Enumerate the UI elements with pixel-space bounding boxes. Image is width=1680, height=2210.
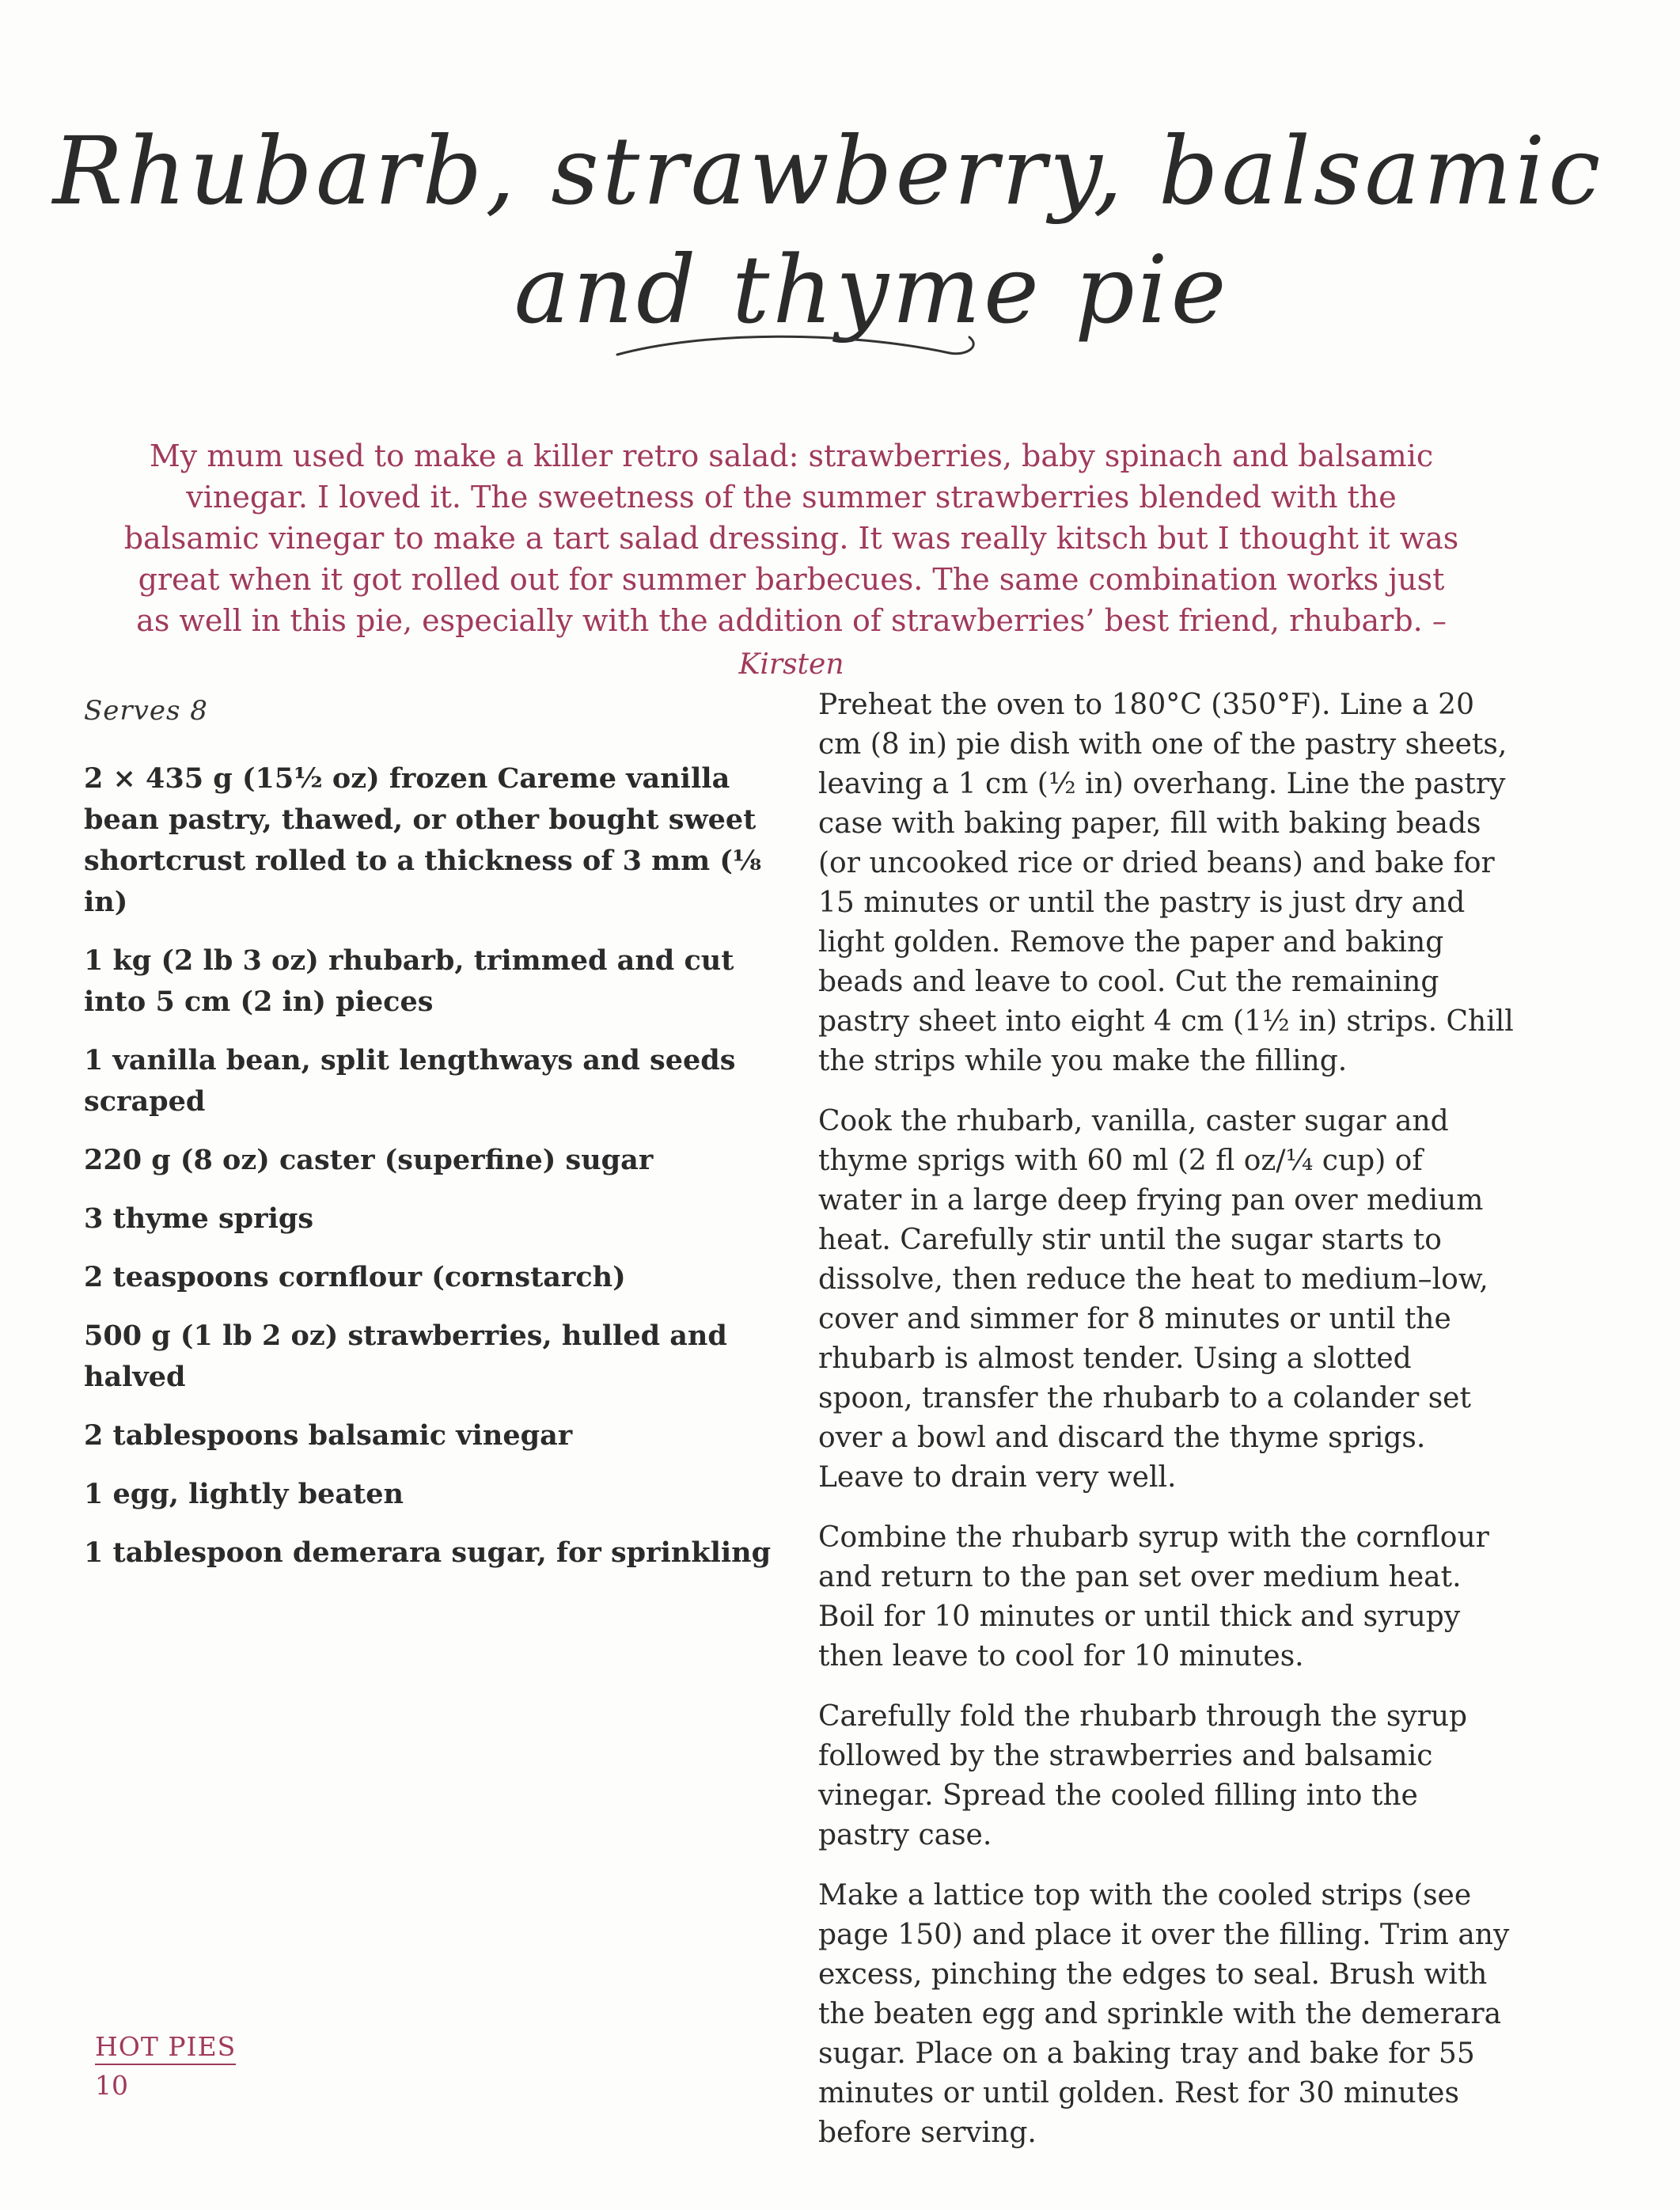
ingredients-column [84, 695, 796, 1591]
ingredient-item: 1 egg, lightly beaten [84, 1478, 404, 1510]
ingredient-item: 1 kg (2 lb 3 oz) rhubarb, trimmed and cut into 5 cm (2 in) pieces [84, 944, 734, 1018]
section-name: HOT PIES [95, 2031, 236, 2065]
page-footer [95, 2031, 236, 2101]
method-step: Cook the rhubarb, vanilla, caster sugar and thyme sprigs with 60 ml (2 fl oz/¼ cup) of water in a large deep frying pan over medium heat. Carefully stir until the sugar starts to dissolve, then reduce the heat to medium–low, cover and simmer for 8 minutes or until the rhubarb is almost tender. Using a slotted spoon, transfer the rhubarb to a colander set over a bowl and discard the thyme sprigs. Leave to drain very well. [818, 1105, 1488, 1494]
title-swash-decoration [609, 323, 989, 370]
method-step: Carefully fold the rhubarb through the syrup followed by the strawberries and balsamic vinegar. Spread the cooled filling into the pastry case. [818, 1700, 1468, 1851]
recipe-title-line1: Rhubarb, strawberry, balsamic [52, 116, 1604, 226]
recipe-title [0, 112, 1680, 349]
ingredient-item: 2 × 435 g (15½ oz) frozen Careme vanilla bean pastry, thawed, or other bought sweet shortcrust rolled to a thickness of 3 mm (⅛ in) [84, 762, 762, 918]
ingredient-item: 1 tablespoon demerara sugar, for sprinkling [84, 1536, 772, 1569]
ingredient-item: 500 g (1 lb 2 oz) strawberries, hulled and halved [84, 1320, 727, 1393]
serves-label: Serves 8 [84, 695, 208, 727]
method-column [818, 685, 1515, 2174]
intro-paragraph [119, 435, 1464, 685]
author-signature: – Kirsten [738, 606, 1447, 681]
method-step: Combine the rhubarb syrup with the cornflour and return to the pan set over medium heat. Boil for 10 minutes or until thick and syrupy then leave to cool for 10 minutes. [818, 1521, 1489, 1673]
ingredient-item: 2 tablespoons balsamic vinegar [84, 1419, 573, 1452]
ingredient-item: 220 g (8 oz) caster (superfine) sugar [84, 1144, 654, 1176]
ingredient-item: 1 vanilla bean, split lengthways and seeds scraped [84, 1044, 736, 1118]
page-number: 10 [95, 2070, 128, 2101]
method-step: Make a lattice top with the cooled strips (see page 150) and place it over the filling. Trim any excess, pinching the edges to seal. Brush with the beaten egg and sprinkle with the demerara sugar. Place on a baking tray and bake for 55 minutes or until golden. Rest for 30 minutes before serving. [818, 1879, 1510, 2149]
method-step: Preheat the oven to 180°C (350°F). Line a 20 cm (8 in) pie dish with one of the pastry sheets, leaving a 1 cm (½ in) overhang. Line the pastry case with baking paper, fill with baking beads (or uncooked rice or dried beans) and bake for 15 minutes or until the pastry is just dry and light golden. Remove the paper and baking beads and leave to cool. Cut the remaining pastry sheet into eight 4 cm (1½ in) strips. Chill the strips while you make the filling. [818, 689, 1514, 1077]
ingredient-item: 2 teaspoons cornflour (cornstarch) [84, 1261, 626, 1293]
intro-text: My mum used to make a killer retro salad: strawberries, baby spinach and balsamic vinegar. I loved it. The sweetness of the summer strawberries blended with the balsamic vinegar to make a tart salad dressing. It was really kitsch but I thought it was great when it got rolled out for summer barbecues. The same combination works just as well in this pie, especially with the addition of strawberries’ best friend, rhubarb. [123, 439, 1459, 638]
ingredient-item: 3 thyme sprigs [84, 1202, 314, 1235]
recipe-title-line2: and thyme pie [514, 235, 1230, 345]
